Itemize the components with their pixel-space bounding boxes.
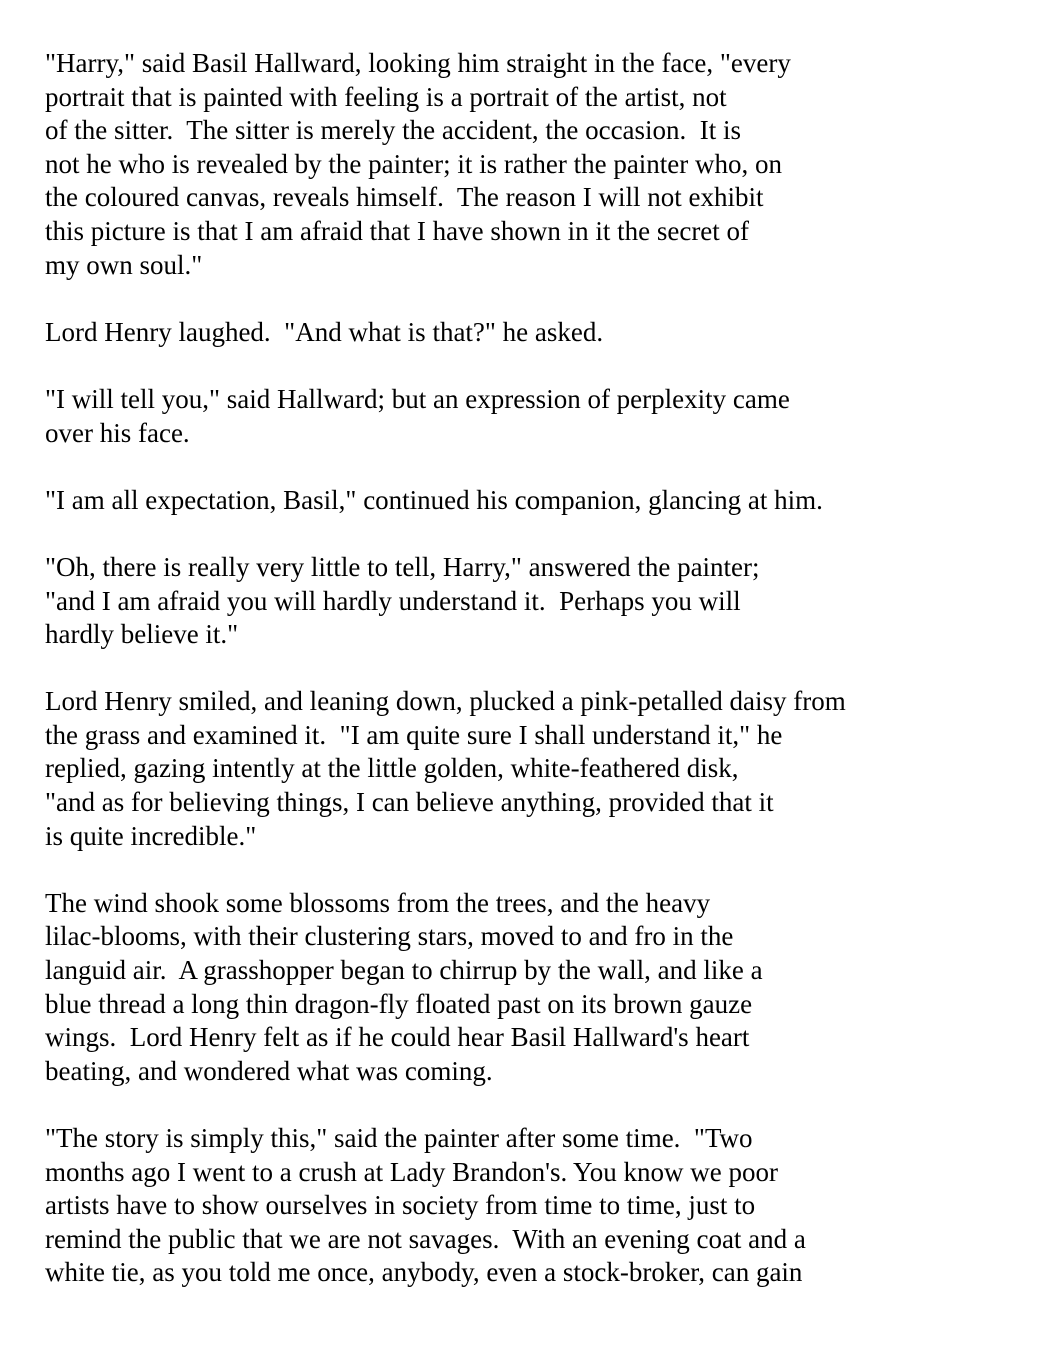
text-line: not he who is revealed by the painter; it is rather the painter who, on	[45, 148, 783, 179]
text-line: languid air. A grasshopper began to chirrup by the wall, and like a	[45, 955, 763, 986]
text-line: the coloured canvas, reveals himself. The reason I will not exhibit	[45, 182, 764, 213]
text-line: wings. Lord Henry felt as if he could hear Basil Hallward's heart	[45, 1022, 750, 1053]
text-line: lilac-blooms, with their clustering stars, moved to and fro in the	[45, 921, 734, 952]
text-line: this picture is that I am afraid that I have shown in it the secret of	[45, 215, 750, 246]
text-line: white tie, as you told me once, anybody, even a stock-broker, can gain	[45, 1257, 803, 1288]
text-line: "Harry," said Basil Hallward, looking him straight in the face, "every	[45, 48, 791, 78]
paragraph-expectation	[45, 484, 1035, 518]
text-line: my own soul."	[45, 249, 203, 280]
text-line: "The story is simply this," said the painter after some time. "Two	[45, 1123, 753, 1153]
text-line: Lord Henry smiled, and leaning down, plucked a pink-petalled daisy from	[45, 686, 846, 717]
text-line: "and I am afraid you will hardly understand it. Perhaps you will	[45, 585, 741, 616]
text-line: blue thread a long thin dragon-fly floated past on its brown gauze	[45, 988, 753, 1019]
paragraph-wind-blossoms	[45, 887, 1035, 1089]
text-line: "Oh, there is really very little to tell, Harry," answered the painter;	[45, 551, 760, 582]
paragraph-hallward-perplexity	[45, 383, 1035, 450]
text-line: hardly believe it."	[45, 619, 239, 650]
text-line: "and as for believing things, I can believe anything, provided that it	[45, 787, 774, 818]
text-line: remind the public that we are not savages. With an evening coat and a	[45, 1223, 806, 1254]
paragraph-story	[45, 1122, 1035, 1290]
text-line: over his face.	[45, 417, 190, 448]
text-line: "I will tell you," said Hallward; but an expression of perplexity came	[45, 383, 790, 414]
text-line: "I am all expectation, Basil," continued his companion, glancing at him.	[45, 484, 823, 515]
text-line: of the sitter. The sitter is merely the accident, the occasion. It is	[45, 115, 742, 146]
paragraph-little-to-tell	[45, 551, 1035, 652]
text-line: beating, and wondered what was coming.	[45, 1055, 493, 1086]
text-line: artists have to show ourselves in society from time to time, just to	[45, 1190, 756, 1221]
text-line: The wind shook some blossoms from the trees, and the heavy	[45, 887, 711, 918]
text-line: replied, gazing intently at the little golden, white-feathered disk,	[45, 753, 739, 784]
text-line: portrait that is painted with feeling is a portrait of the artist, not	[45, 81, 727, 112]
text-line: the grass and examined it. "I am quite sure I shall understand it," he	[45, 719, 783, 750]
document-page	[45, 47, 1035, 1324]
text-line: is quite incredible."	[45, 820, 257, 851]
paragraph-daisy	[45, 685, 1035, 853]
paragraph-harry-portrait	[45, 47, 1035, 282]
text-line: Lord Henry laughed. "And what is that?" he asked.	[45, 316, 604, 347]
paragraph-lord-henry-laughed	[45, 316, 1035, 350]
text-line: months ago I went to a crush at Lady Brandon's. You know we poor	[45, 1156, 779, 1187]
